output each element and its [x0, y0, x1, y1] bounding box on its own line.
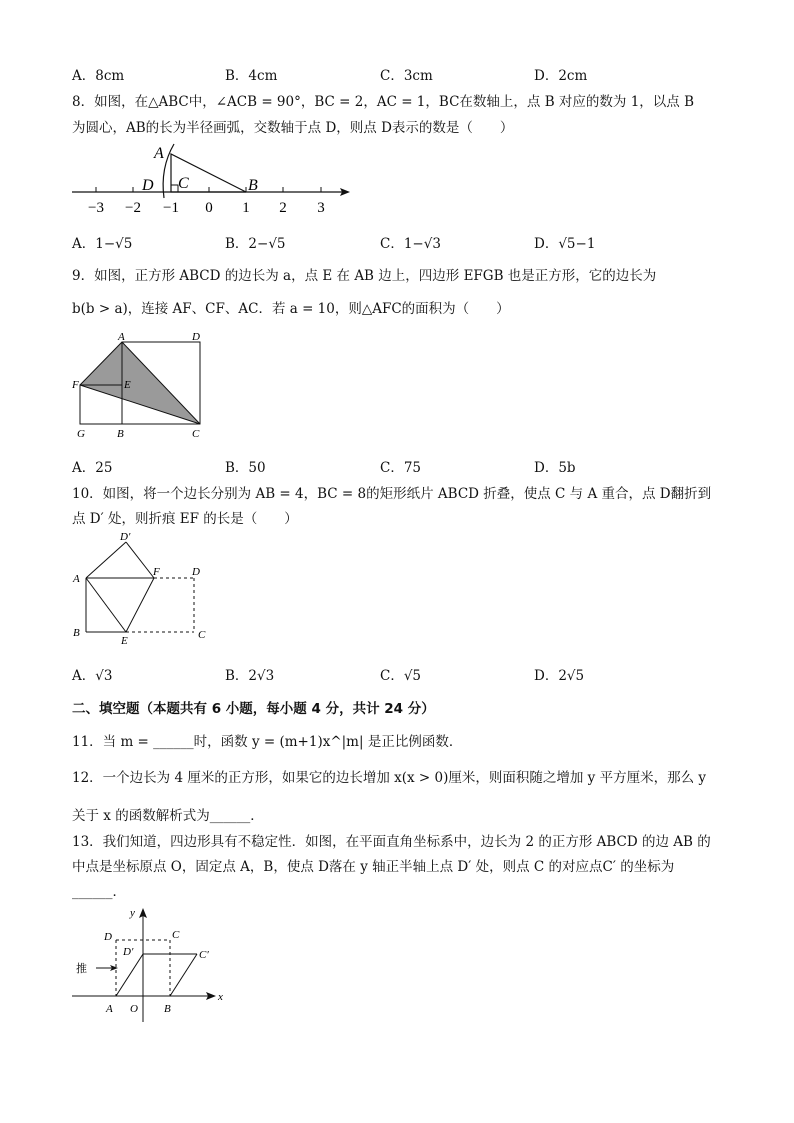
q9-stem-line1: 9．如图，正方形 ABCD 的边长为 a，点 E 在 AB 边上，四边形 EFGB 也是正方形，它的边长为	[72, 268, 657, 284]
tick-label: −2	[125, 200, 141, 216]
q10-option-c[interactable]: C．√5	[380, 668, 422, 684]
point-label: B	[164, 1003, 171, 1015]
q9-option-d[interactable]: D．5b	[534, 460, 576, 476]
q10-stem-line2: 点 D′ 处，则折痕 EF 的长是（ ）	[72, 511, 298, 527]
point-label: D′	[123, 946, 134, 958]
tick-label: 3	[317, 200, 325, 216]
q10-stem-line1: 10．如图，将一个边长分别为 AB = 4，BC = 8的矩形纸片 ABCD 折叠，使点 C 与 A 重合，点 D翻折到	[72, 486, 712, 502]
q13-stem-line2: 中点是坐标原点 O，固定点 A，B，使点 D落在 y 轴正半轴上点 D′ 处，则点 C 的对应点C′ 的坐标为	[72, 859, 675, 875]
point-label: F	[153, 566, 160, 578]
q8-option-c[interactable]: C．1−√3	[380, 236, 441, 252]
tick-label: 1	[242, 200, 250, 216]
point-label: C	[198, 629, 206, 641]
q8-stem-line2: 为圆心，AB的长为半径画弧，交数轴于点 D，则点 D表示的数是（ ）	[72, 120, 514, 136]
q10-option-b[interactable]: B．2√3	[225, 668, 275, 684]
point-label: A	[73, 573, 80, 585]
point-label: E	[124, 379, 131, 391]
q13-stem-line1: 13．我们知道，四边形具有不稳定性．如图，在平面直角坐标系中，边长为 2 的正方形 ABCD 的边 AB 的	[72, 834, 711, 850]
q11-stem: 11．当 m = ______时，函数 y = (m+1)x^|m| 是正比例函数．	[72, 734, 463, 750]
point-label: A	[118, 331, 125, 343]
point-label: D	[104, 931, 112, 943]
q9-stem-line2: b(b > a)，连接 AF、CF、AC．若 a = 10，则△AFC的面积为（ ）	[72, 301, 510, 317]
point-label: C	[172, 929, 180, 941]
section-heading: 二、填空题（本题共有 6 小题，每小题 4 分，共计 24 分）	[72, 701, 435, 717]
point-label: B	[73, 627, 80, 639]
q12-stem-line1: 12．一个边长为 4 厘米的正方形，如果它的边长增加 x(x > 0)厘米，则面积随之增加 y 平方厘米，那么 y	[72, 770, 707, 786]
q9-square-figure	[70, 330, 210, 442]
point-label: D	[192, 566, 200, 578]
point-label: D′	[120, 531, 131, 543]
axis-label: x	[218, 991, 223, 1003]
q7-option-d[interactable]: D．2cm	[534, 68, 588, 84]
q9-option-c[interactable]: C．75	[380, 460, 422, 476]
q10-option-d[interactable]: D．2√5	[534, 668, 585, 684]
tick-label: −1	[163, 200, 179, 216]
q8-option-a[interactable]: A．1−√5	[72, 236, 133, 252]
point-label: C	[192, 428, 200, 440]
tick-label: −3	[88, 200, 104, 216]
q7-option-a[interactable]: A．8cm	[72, 68, 125, 84]
q8-number-line-figure	[68, 140, 358, 220]
point-label: C	[178, 175, 189, 192]
q13-stem-line3: ______．	[72, 884, 126, 900]
q10-options	[72, 664, 772, 682]
point-label: A	[106, 1003, 113, 1015]
point-label: B	[248, 177, 258, 194]
q9-options	[72, 456, 772, 474]
point-label: D	[142, 177, 154, 194]
point-label: E	[121, 635, 128, 646]
point-label: F	[72, 379, 79, 391]
q7-option-c[interactable]: C．3cm	[380, 68, 433, 84]
tick-label: 0	[205, 200, 213, 216]
q8-stem-line1: 8．如图，在△ABC中，∠ACB = 90°，BC = 2，AC = 1，BC在数轴上，点 B 对应的数为 1，以点 B	[72, 94, 694, 110]
point-label: O	[130, 1003, 138, 1015]
q8-option-d[interactable]: D．√5−1	[534, 236, 596, 252]
q7-option-b[interactable]: B．4cm	[225, 68, 278, 84]
q13-coordinate-figure	[70, 902, 230, 1024]
point-label: D	[192, 331, 200, 343]
push-label: 推	[76, 963, 87, 975]
tick-label: 2	[279, 200, 287, 216]
point-label: A	[154, 145, 164, 162]
q7-options	[72, 64, 772, 82]
point-label: B	[117, 428, 124, 440]
q9-option-a[interactable]: A．25	[72, 460, 113, 476]
q12-stem-line2: 关于 x 的函数解析式为______．	[72, 808, 264, 824]
q10-option-a[interactable]: A．√3	[72, 668, 113, 684]
point-label: G	[77, 428, 85, 440]
q8-options	[72, 232, 772, 250]
q10-fold-figure	[70, 530, 218, 646]
axis-label: y	[130, 907, 135, 919]
q8-option-b[interactable]: B．2−√5	[225, 236, 286, 252]
q9-option-b[interactable]: B．50	[225, 460, 266, 476]
point-label: C′	[199, 949, 209, 961]
